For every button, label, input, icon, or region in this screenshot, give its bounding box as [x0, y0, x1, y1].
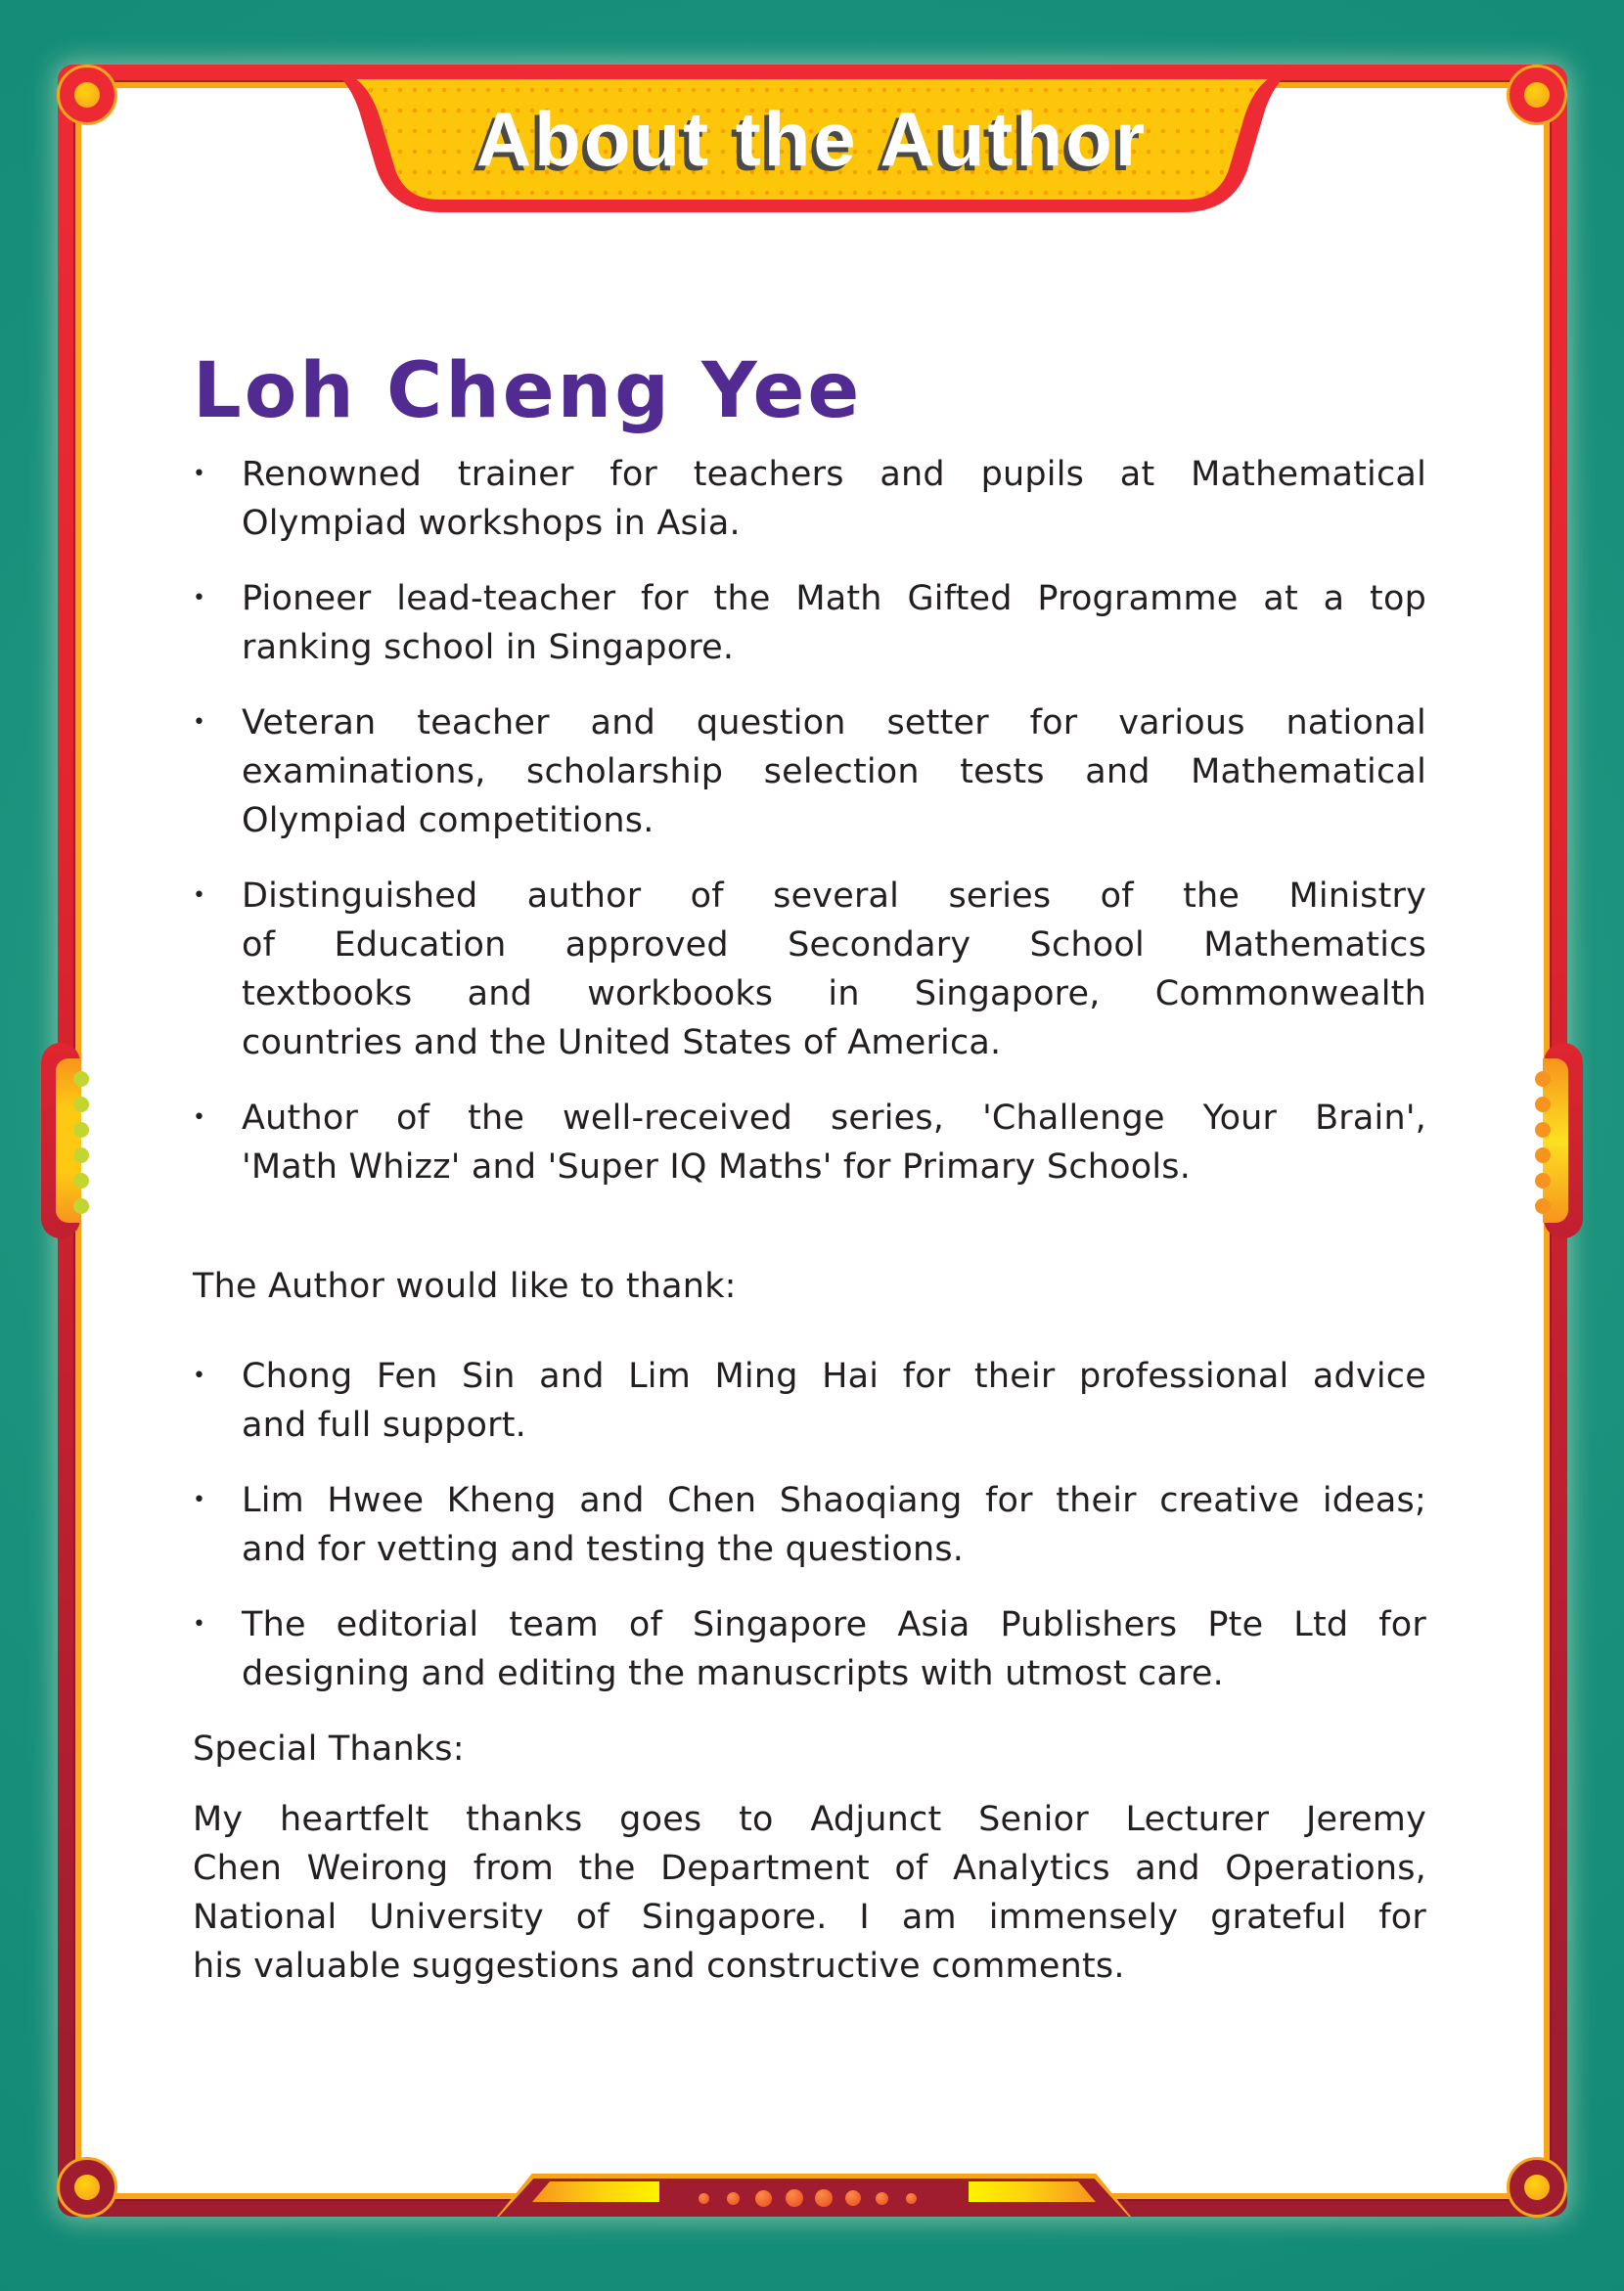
page-title: About the Author — [475, 96, 1149, 182]
tab-dot — [1535, 1122, 1551, 1138]
bullet-text: Distinguished author of several series of the Ministry of Education approved Secondary School Mathematics textbooks and workbooks in Singapore, Commonwealth countries and the United States of America. — [242, 876, 1426, 1062]
connector-dot — [876, 2192, 888, 2205]
tab-dot — [1535, 1173, 1551, 1189]
connector-dot — [845, 2190, 861, 2206]
about-bullet-1 — [193, 450, 1426, 548]
tab-dot — [1535, 1071, 1551, 1087]
thanks-bullet-1 — [193, 1352, 1426, 1450]
connector-highlight-right — [969, 2181, 1096, 2202]
tab-dot — [73, 1122, 89, 1138]
corner-rivet-bottom-right — [1507, 2157, 1567, 2218]
connector-dot — [815, 2189, 833, 2207]
bullet-marker: • — [193, 1105, 206, 1130]
connector-dot — [727, 2192, 740, 2205]
special-thanks-heading: Special Thanks: — [193, 1729, 465, 1769]
connector-dot — [906, 2193, 917, 2204]
thanks-heading: The Author would like to thank: — [193, 1267, 737, 1306]
page-content — [81, 88, 1542, 1991]
bullet-text: Renowned trainer for teachers and pupils at Mathematical Olympiad workshops in Asia. — [242, 455, 1426, 543]
corner-rivet-top-right — [1507, 65, 1567, 125]
connector-dot — [755, 2190, 772, 2207]
author-name-heading: Loh Cheng Yee — [193, 347, 863, 435]
bullet-text: The editorial team of Singapore Asia Publishers Pte Ltd for designing and editing the manuscripts with utmost care. — [242, 1605, 1426, 1693]
tab-dot — [1535, 1097, 1551, 1112]
bullet-text: Lim Hwee Kheng and Chen Shaoqiang for their creative ideas; and for vetting and testing the questions. — [242, 1481, 1426, 1569]
bullet-marker: • — [193, 462, 206, 486]
tab-dot — [73, 1173, 89, 1189]
bullet-marker: • — [193, 883, 206, 908]
corner-rivet-bottom-left — [57, 2157, 117, 2218]
special-thanks-paragraph: My heartfelt thanks goes to Adjunct Senior Lecturer Jeremy Chen Weirong from the Department of Analytics and Operations, National University of Singapore. I am immensely grateful for his valuable suggestions and constructive comments. — [193, 1800, 1426, 1986]
tab-dot — [73, 1198, 89, 1214]
about-bullet-3 — [193, 698, 1426, 845]
tab-dot — [73, 1147, 89, 1163]
bullet-text: Pioneer lead-teacher for the Math Gifted Programme at a top ranking school in Singapore. — [242, 579, 1426, 667]
rivet-dot — [1524, 2175, 1550, 2200]
tab-dot — [1535, 1198, 1551, 1214]
connector-highlight-left — [532, 2181, 659, 2202]
about-bullet-5 — [193, 1094, 1426, 1191]
bottom-connector-bar — [499, 2179, 1129, 2217]
connector-dot — [699, 2193, 709, 2204]
corner-rivet-top-left — [57, 65, 117, 125]
bullet-marker: • — [193, 1488, 206, 1512]
bullet-text: Chong Fen Sin and Lim Ming Hai for their professional advice and full support. — [242, 1357, 1426, 1445]
tab-dot — [73, 1071, 89, 1087]
bullet-marker: • — [193, 586, 206, 610]
about-bullet-2 — [193, 574, 1426, 672]
tab-dot — [73, 1097, 89, 1112]
thanks-bullet-3 — [193, 1600, 1426, 1698]
bullet-marker: • — [193, 1364, 206, 1388]
rivet-dot — [74, 82, 100, 108]
tab-dot — [1535, 1147, 1551, 1163]
bullet-text: Author of the well-received series, 'Challenge Your Brain', 'Math Whizz' and 'Super IQ Maths' for Primary Schools. — [242, 1099, 1426, 1187]
rivet-dot — [1524, 82, 1550, 108]
thanks-bullet-2 — [193, 1476, 1426, 1574]
about-bullet-4 — [193, 872, 1426, 1067]
bullet-marker: • — [193, 1612, 206, 1637]
bullet-marker: • — [193, 710, 206, 735]
rivet-dot — [74, 2175, 100, 2200]
connector-dot — [786, 2189, 803, 2207]
bullet-text: Veteran teacher and question setter for various national examinations, scholarship selection tests and Mathematical Olympiad competitions. — [242, 703, 1426, 840]
